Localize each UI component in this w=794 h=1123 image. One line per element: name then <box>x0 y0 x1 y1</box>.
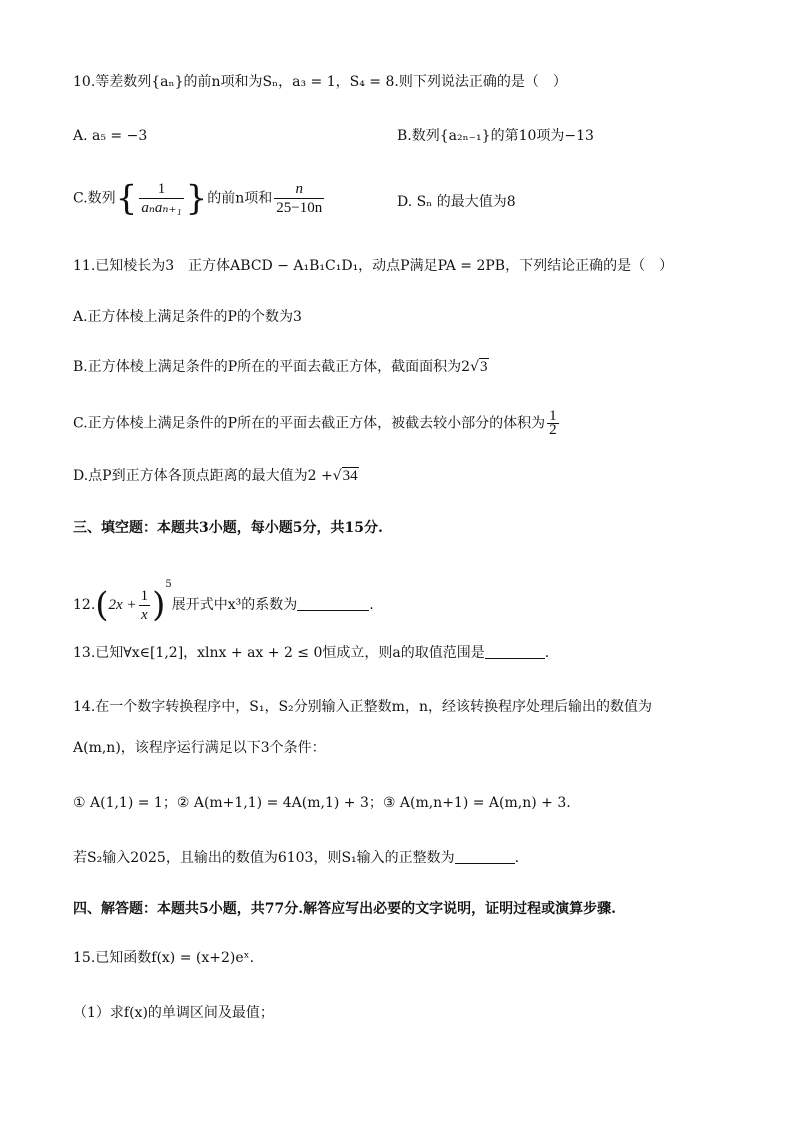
q10-c-rhs-fraction: $\frac{n}{25-10n}$ <box>276 181 323 216</box>
q10-option-c: C.数列{ $\frac{1}{\text{aₙaₙ₊₁}}$ }的前n项和 $\frac{n}{25-10n}$ <box>73 178 323 219</box>
q13-answer-blank <box>485 644 545 659</box>
q10-option-d: D. Sₙ 的最大值为8 <box>397 194 516 210</box>
q11-c-fraction: $\frac{1}{2}$ <box>549 408 557 438</box>
section-3-heading: 三、填空题：本题共3小题，每小题5分，共15分. <box>73 520 383 536</box>
q15-part-1: （1）求f(x)的单调区间及最值； <box>73 1005 274 1021</box>
q13-stem: 13.已知∀x∈[1,2]，xlnx + ax + 2 ≤ 0恒成立，则a的取值范围是 . <box>73 645 550 661</box>
q12-answer-blank <box>297 596 369 611</box>
q11-option-b: B.正方体棱上满足条件的P所在的平面去截正方体，截面面积为2√3 <box>73 359 488 375</box>
q11-stem: 11.已知棱长为3 正方体ABCD − A₁B₁C₁D₁，动点P满足PA = 2PB，下列结论正确的是（ ） <box>73 258 674 274</box>
q14-line-1: 14.在一个数字转换程序中，S₁，S₂分别输入正整数m，n，经该转换程序处理后输出的数值为 <box>73 699 652 715</box>
q11-option-a: A.正方体棱上满足条件的P的个数为3 <box>73 309 302 325</box>
q10-option-a: A. a₅ = −3 <box>73 128 148 144</box>
q10-option-b: B.数列{a₂ₙ₋₁}的第10项为−13 <box>397 128 594 144</box>
q14-answer-blank <box>455 849 515 864</box>
q14-line-2: A(m,n)，该程序运行满足以下3个条件： <box>73 740 326 756</box>
q11-option-c: C.正方体棱上满足条件的P所在的平面去截正方体，被截去较小部分的体积为 $\frac{1}{2}$ <box>73 408 557 438</box>
q15-stem: 15.已知函数f(x) = (x+2)eˣ. <box>73 950 255 966</box>
q10-stem <box>73 72 567 92</box>
q10-c-fraction: $\frac{1}{\text{aₙaₙ₊₁}}$ <box>141 181 182 216</box>
q10-stem-text: 10.等差数列{aₙ}的前n项和为Sₙ，a₃ = 1，S₄ = 8.则下列说法正确的是（ ） <box>73 74 567 90</box>
q12-fraction: $\frac{1}{x}$ <box>140 587 149 623</box>
q11-option-d: D.点P到正方体各顶点距离的最大值为2 +√34 <box>73 468 358 484</box>
q14-conditions: ① A(1,1) = 1；② A(m+1,1) = 4A(m,1) + 3；③ A(m,n+1) = A(m,n) + 3. <box>73 795 571 811</box>
q14-line-4: 若S₂输入2025，且输出的数值为6103，则S₁输入的正整数为 . <box>73 850 520 866</box>
q12-stem: 12.(2x + $\frac{1}{x}$ )$^5$展开式中x³的系数为 . <box>73 579 374 625</box>
section-4-heading: 四、解答题：本题共5小题，共77分.解答应写出必要的文字说明，证明过程或演算步骤. <box>73 901 616 917</box>
